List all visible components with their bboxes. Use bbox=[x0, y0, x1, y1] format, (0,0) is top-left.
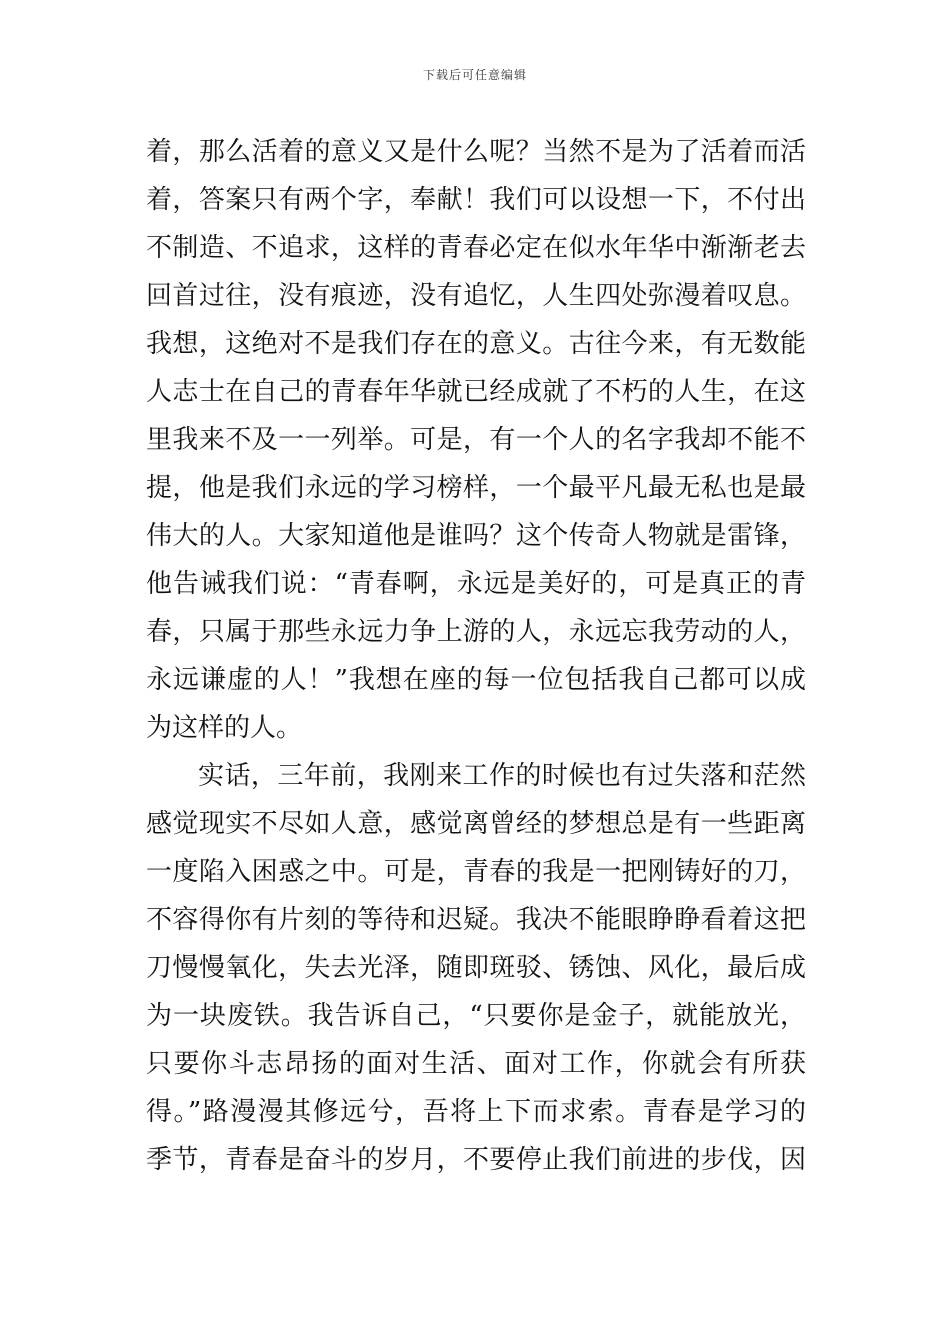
page-header: 下载后可任意编辑 bbox=[422, 68, 527, 82]
text-line: 实话，三年前，我刚来工作的时候也有过失落和茫然 bbox=[198, 761, 806, 791]
text-line: 提，他是我们永远的学习榜样，一个最平凡最无私也是最 bbox=[146, 473, 806, 503]
text-line: 回首过往，没有痕迹，没有追忆，人生四处弥漫着叹息。 bbox=[146, 281, 806, 311]
document-body bbox=[146, 128, 806, 1184]
paragraph-2 bbox=[146, 752, 806, 1184]
text-line: 里我来不及一一列举。可是，有一个人的名字我却不能不 bbox=[146, 425, 806, 455]
text-line: 为这样的人。 bbox=[146, 713, 303, 743]
text-line: 不容得你有片刻的等待和迟疑。我决不能眼睁睁看着这把 bbox=[146, 905, 806, 935]
text-line: 我想，这绝对不是我们存在的意义。古往今来，有无数能 bbox=[146, 329, 806, 359]
text-line: 得。”路漫漫其修远兮，吾将上下而求索。青春是学习的 bbox=[146, 1097, 806, 1127]
text-line: 人志士在自己的青春年华就已经成就了不朽的人生，在这 bbox=[146, 377, 806, 407]
text-line: 他告诫我们说：“青春啊，永远是美好的，可是真正的青 bbox=[146, 569, 806, 599]
text-line: 伟大的人。大家知道他是谁吗？这个传奇人物就是雷锋， bbox=[146, 521, 806, 551]
text-line: 只要你斗志昂扬的面对生活、面对工作，你就会有所获 bbox=[146, 1049, 806, 1079]
text-line: 着，答案只有两个字，奉献！我们可以设想一下，不付出 bbox=[146, 185, 806, 215]
text-line: 永远谦虚的人！”我想在座的每一位包括我自己都可以成 bbox=[146, 665, 806, 695]
text-line: 刀慢慢氧化，失去光泽，随即斑驳、锈蚀、风化，最后成 bbox=[146, 953, 806, 983]
text-line: 为一块废铁。我告诉自己，“只要你是金子，就能放光， bbox=[146, 1001, 806, 1031]
paragraph-1 bbox=[146, 128, 806, 752]
text-line: 春，只属于那些永远力争上游的人，永远忘我劳动的人， bbox=[146, 617, 806, 647]
text-line: 着，那么活着的意义又是什么呢？当然不是为了活着而活 bbox=[146, 137, 806, 167]
text-line: 感觉现实不尽如人意，感觉离曾经的梦想总是有一些距离 bbox=[146, 809, 806, 839]
text-line: 季节，青春是奋斗的岁月，不要停止我们前进的步伐，因 bbox=[146, 1145, 806, 1175]
text-line: 一度陷入困惑之中。可是，青春的我是一把刚铸好的刀， bbox=[146, 857, 806, 887]
text-line: 不制造、不追求，这样的青春必定在似水年华中渐渐老去 bbox=[146, 233, 806, 263]
